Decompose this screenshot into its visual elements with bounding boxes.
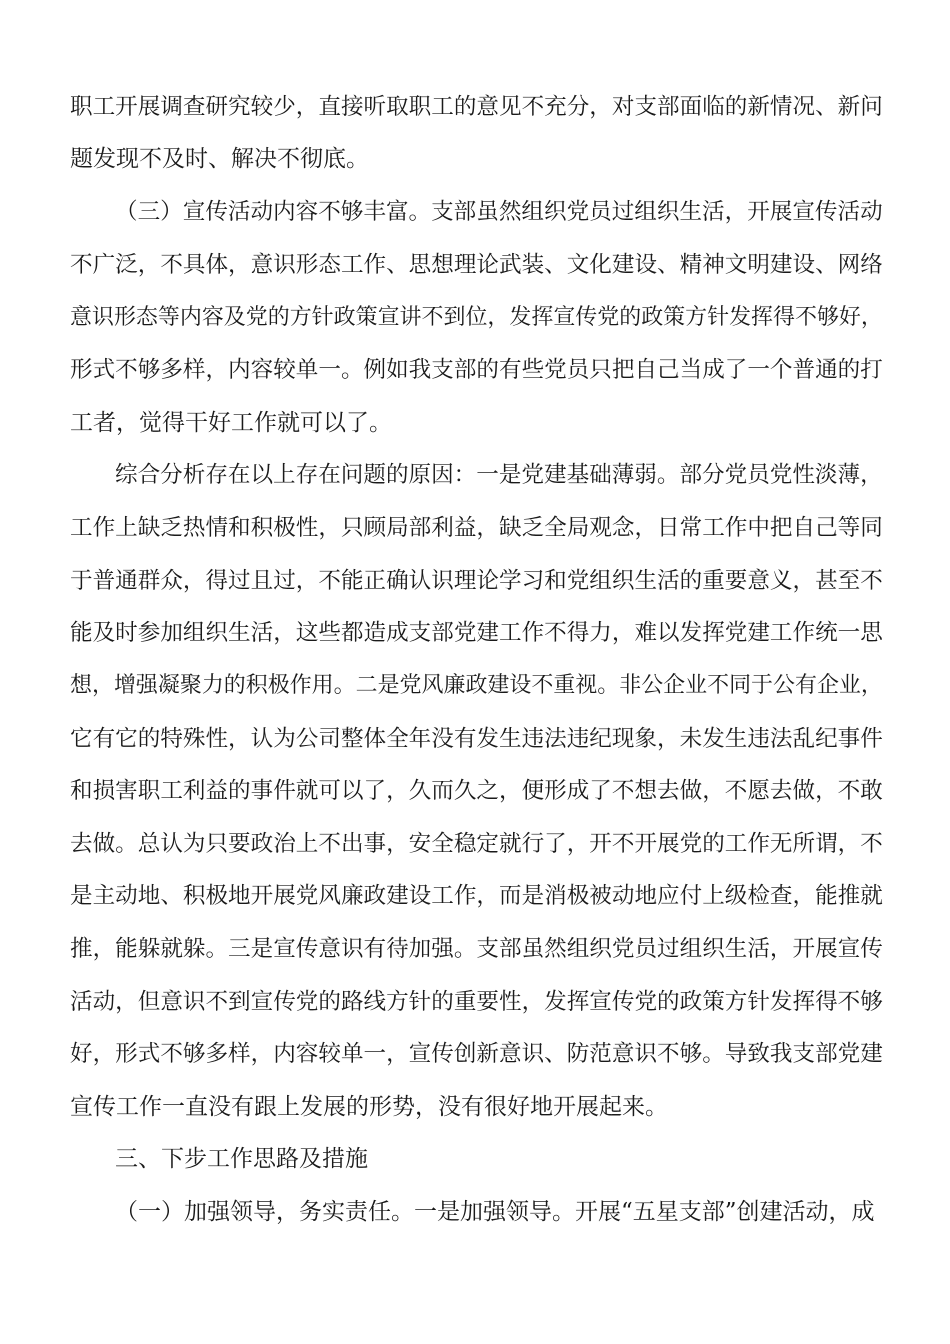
line-text: 宣传工作一直没有跟上发展的形势，没有很好地开展起来。 xyxy=(70,1094,668,1120)
text-line xyxy=(0,455,950,495)
line-text: 去做。总认为只要政治上不出事，安全稳定就行了，开不开展党的工作无所谓，不 xyxy=(70,831,883,857)
text-line xyxy=(0,771,950,811)
line-text: 综合分析存在以上存在问题的原因：一是党建基础薄弱。部分党员党性淡薄， xyxy=(115,462,883,488)
line-text: 想，增强凝聚力的积极作用。二是党风廉政建设不重视。非公企业不同于公有企业， xyxy=(70,673,883,698)
line-text: （一）加强领导，务实责任。一是加强领导。开展“五星支部”创建活动，成 xyxy=(115,1199,875,1225)
text-line xyxy=(0,192,950,232)
text-line xyxy=(0,87,950,127)
line-text: 形式不够多样，内容较单一。例如我支部的有些党员只把自己当成了一个普通的打 xyxy=(70,357,883,383)
text-line xyxy=(0,982,950,1022)
text-line xyxy=(0,298,950,338)
line-text: 好，形式不够多样，内容较单一，宣传创新意识、防范意识不够。导致我支部党建 xyxy=(70,1041,883,1067)
line-text: 于普通群众，得过且过，不能正确认识理论学习和党组织生活的重要意义，甚至不 xyxy=(70,568,883,594)
line-text: 它有它的特殊性，认为公司整体全年没有发生违法违纪现象，未发生违法乱纪事件 xyxy=(70,726,883,752)
section-heading xyxy=(0,1139,950,1179)
text-line xyxy=(0,245,950,285)
line-text: 和损害职工利益的事件就可以了，久而久之，便形成了不想去做，不愿去做，不敢 xyxy=(70,778,883,804)
text-line xyxy=(0,139,950,179)
text-line xyxy=(0,876,950,916)
text-line xyxy=(0,1192,950,1232)
line-text: 工作上缺乏热情和积极性，只顾局部利益，缺乏全局观念，日常工作中把自己等同 xyxy=(70,515,883,541)
text-line xyxy=(0,1087,950,1127)
text-line xyxy=(0,824,950,864)
line-text: 题发现不及时、解决不彻底。 xyxy=(70,146,369,172)
line-text: 活动，但意识不到宣传党的路线方针的重要性，发挥宣传党的政策方针发挥得不够 xyxy=(70,989,883,1015)
line-text: 不广泛，不具体，意识形态工作、思想理论武装、文化建设、精神文明建设、网络 xyxy=(70,252,883,278)
line-text: 是主动地、积极地开展党风廉政建设工作，而是消极被动地应付上级检查，能推就 xyxy=(70,883,883,909)
text-line xyxy=(0,508,950,548)
text-line xyxy=(0,561,950,601)
line-text: （三）宣传活动内容不够丰富。支部虽然组织党员过组织生活，开展宣传活动 xyxy=(115,199,883,225)
text-line xyxy=(0,613,950,653)
text-line xyxy=(0,929,950,969)
line-text: 意识形态等内容及党的方针政策宣讲不到位，发挥宣传党的政策方针发挥得不够好， xyxy=(70,305,883,330)
line-text: 推，能躲就躲。三是宣传意识有待加强。支部虽然组织党员过组织生活，开展宣传 xyxy=(70,936,883,962)
text-line xyxy=(0,719,950,759)
section-heading-text: 三、下步工作思路及措施 xyxy=(115,1146,368,1172)
text-line xyxy=(0,666,950,706)
text-line xyxy=(0,350,950,390)
line-text: 能及时参加组织生活，这些都造成支部党建工作不得力，难以发挥党建工作统一思 xyxy=(70,620,883,646)
text-line xyxy=(0,1034,950,1074)
text-line xyxy=(0,403,950,443)
line-text: 职工开展调查研究较少，直接听取职工的意见不充分，对支部面临的新情况、新问 xyxy=(70,94,883,120)
line-text: 工者，觉得干好工作就可以了。 xyxy=(70,410,392,436)
